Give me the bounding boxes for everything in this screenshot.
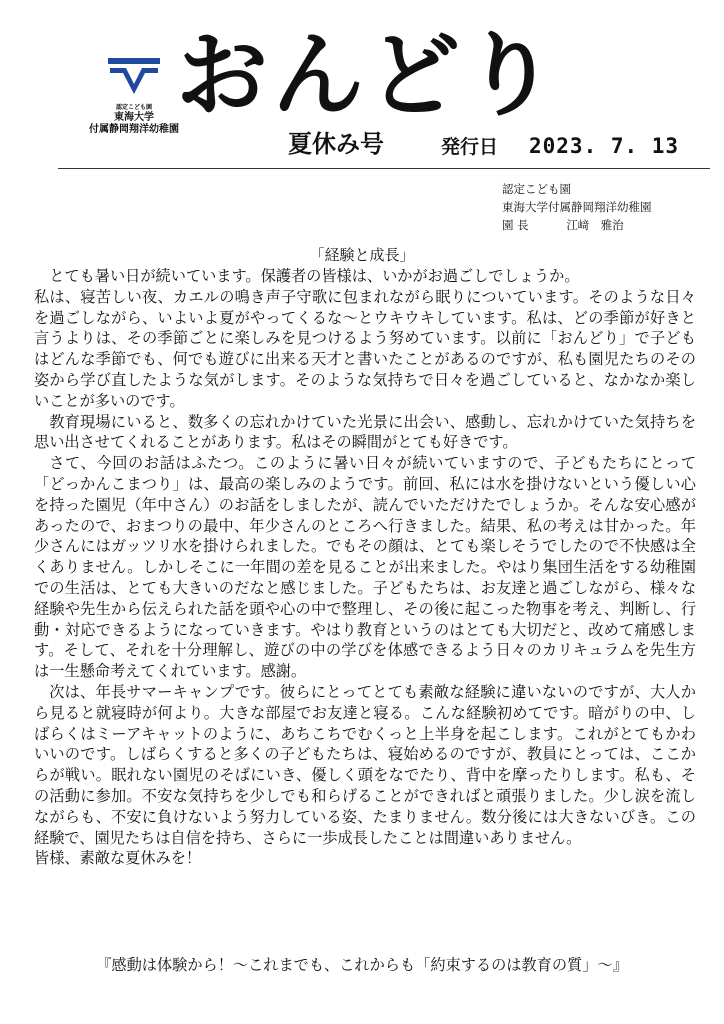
article-heading: 「経験と成長」 (309, 246, 415, 264)
newsletter-title: おんどり (176, 22, 561, 129)
article-paragraph: さて、今回のお話はふたつ。このように暑い日々が続いていますので、子どもたちにとって「どっかんこまつり」は、最高の楽しみのようです。前回、私には水を掛けないという優しい心を持った園児（年中さん）のお話をしましたが、読んでいただけたでしょうか。そんな安心感があったので、おまつりの最中、年少さんのところへ行きました。結果、私の考えは甘かった。年少さんにはガッツリ水を掛けられました。でもその顔は、とても楽しそうでしたので不快感は全くありません。しかしそこに一年間の差を見ることが出来ました。やはり集団生活をする幼稚園での生活は、とても大きいのだなと感じました。子どもたちは、お友達と過ごしながら、様々な経験や先生から伝えられた話を頭や心の中で整理し、その後に起こった物事を考え、判断し、行動・対応できるようになっていきます。やはり教育というのはとても大切だと、改めて痛感します。そして、それを十分理解し、遊びの中の学びを体感できるよう日々のカリキュラムを先生方は一生懸命考えてくれています。感謝。 (34, 454, 696, 681)
article-paragraph: とても暑い日が続いています。保護者の皆様は、いかがお過ごしでしょうか。 (49, 267, 580, 285)
article-body (34, 266, 696, 869)
kindergarten-logo (84, 56, 184, 136)
author-org-line1: 認定こども園 (502, 182, 571, 196)
author-name-line (502, 216, 652, 234)
header-divider (58, 168, 710, 169)
author-block (502, 180, 652, 234)
closing-motto: 『感動は体験から！～これまでも、これからも「約束するのは教育の質」～』 (96, 956, 628, 974)
article-paragraph: 私は、寝苦しい夜、カエルの鳴き声子守歌に包まれながら眠りについています。そのような日々を過ごしながら、いよいよ夏がやってくるな～とウキウキしています。私は、どの季節が好きと言うよりは、その季節ごとに楽しみを見つけるよう努めています。以前に「おんどり」で子どもはどんな季節でも、何でも遊びに出来る天才と書いたことがあるのですが、私も園児たちのその姿から学び直したような気がします。そのような気持ちで日々を過ごしていると、なかなか楽しいことが多いのです。 (34, 287, 696, 410)
tokai-university-logo-icon (106, 56, 162, 96)
org-line-university: 東海大学 (114, 112, 154, 123)
org-line-certified: 認定こども園 (115, 104, 152, 111)
author-org-line2: 東海大学付属静岡翔洋幼稚園 (502, 200, 652, 214)
article-paragraph: 教育現場にいると、数多くの忘れかけていた光景に出会い、感動し、忘れかけていた気持ちを思い出させてくれることがあります。私はその瞬間がとても好きです。 (34, 412, 696, 452)
issue-date: 2023. 7. 13 (529, 134, 680, 158)
author-role: 園 長 (502, 218, 529, 232)
org-line-kindergarten: 付属静岡翔洋幼稚園 (89, 124, 179, 135)
article-paragraph: 皆様、素敵な夏休みを！ (34, 849, 202, 868)
article-paragraph: 次は、年長サマーキャンプです。彼らにとってとても素敵な経験に違いないのですが、大人から見ると就寝時が何より。大きな部屋でお友達と寝る。こんな経験初めてです。暗がりの中、しばらくはミーアキャットのように、あちこちでむくっと上半身を起こします。これがとてもかわいいのです。しばらくすると多くの子どもたちは、寝始めるのですが、教員にとっては、ここからが戦い。眠れない園児のそばにいき、優しく頭をなでたり、背中を摩ったりします。私も、その活動に参加。不安な気持ちを少しでも和らげることができればと頑張りました。少し涙を流しながらも、不安に負けないよう努力している姿、たまりません。数分後には大きないびき。この経験で、園児たちは自信を持ち、さらに一歩成長したことは間違いありません。 (34, 682, 696, 847)
issue-date-label: 発行日 (441, 136, 499, 158)
author-name: 江﨑 雅治 (566, 218, 624, 232)
issue-subtitle: 夏休み号 (288, 130, 384, 158)
